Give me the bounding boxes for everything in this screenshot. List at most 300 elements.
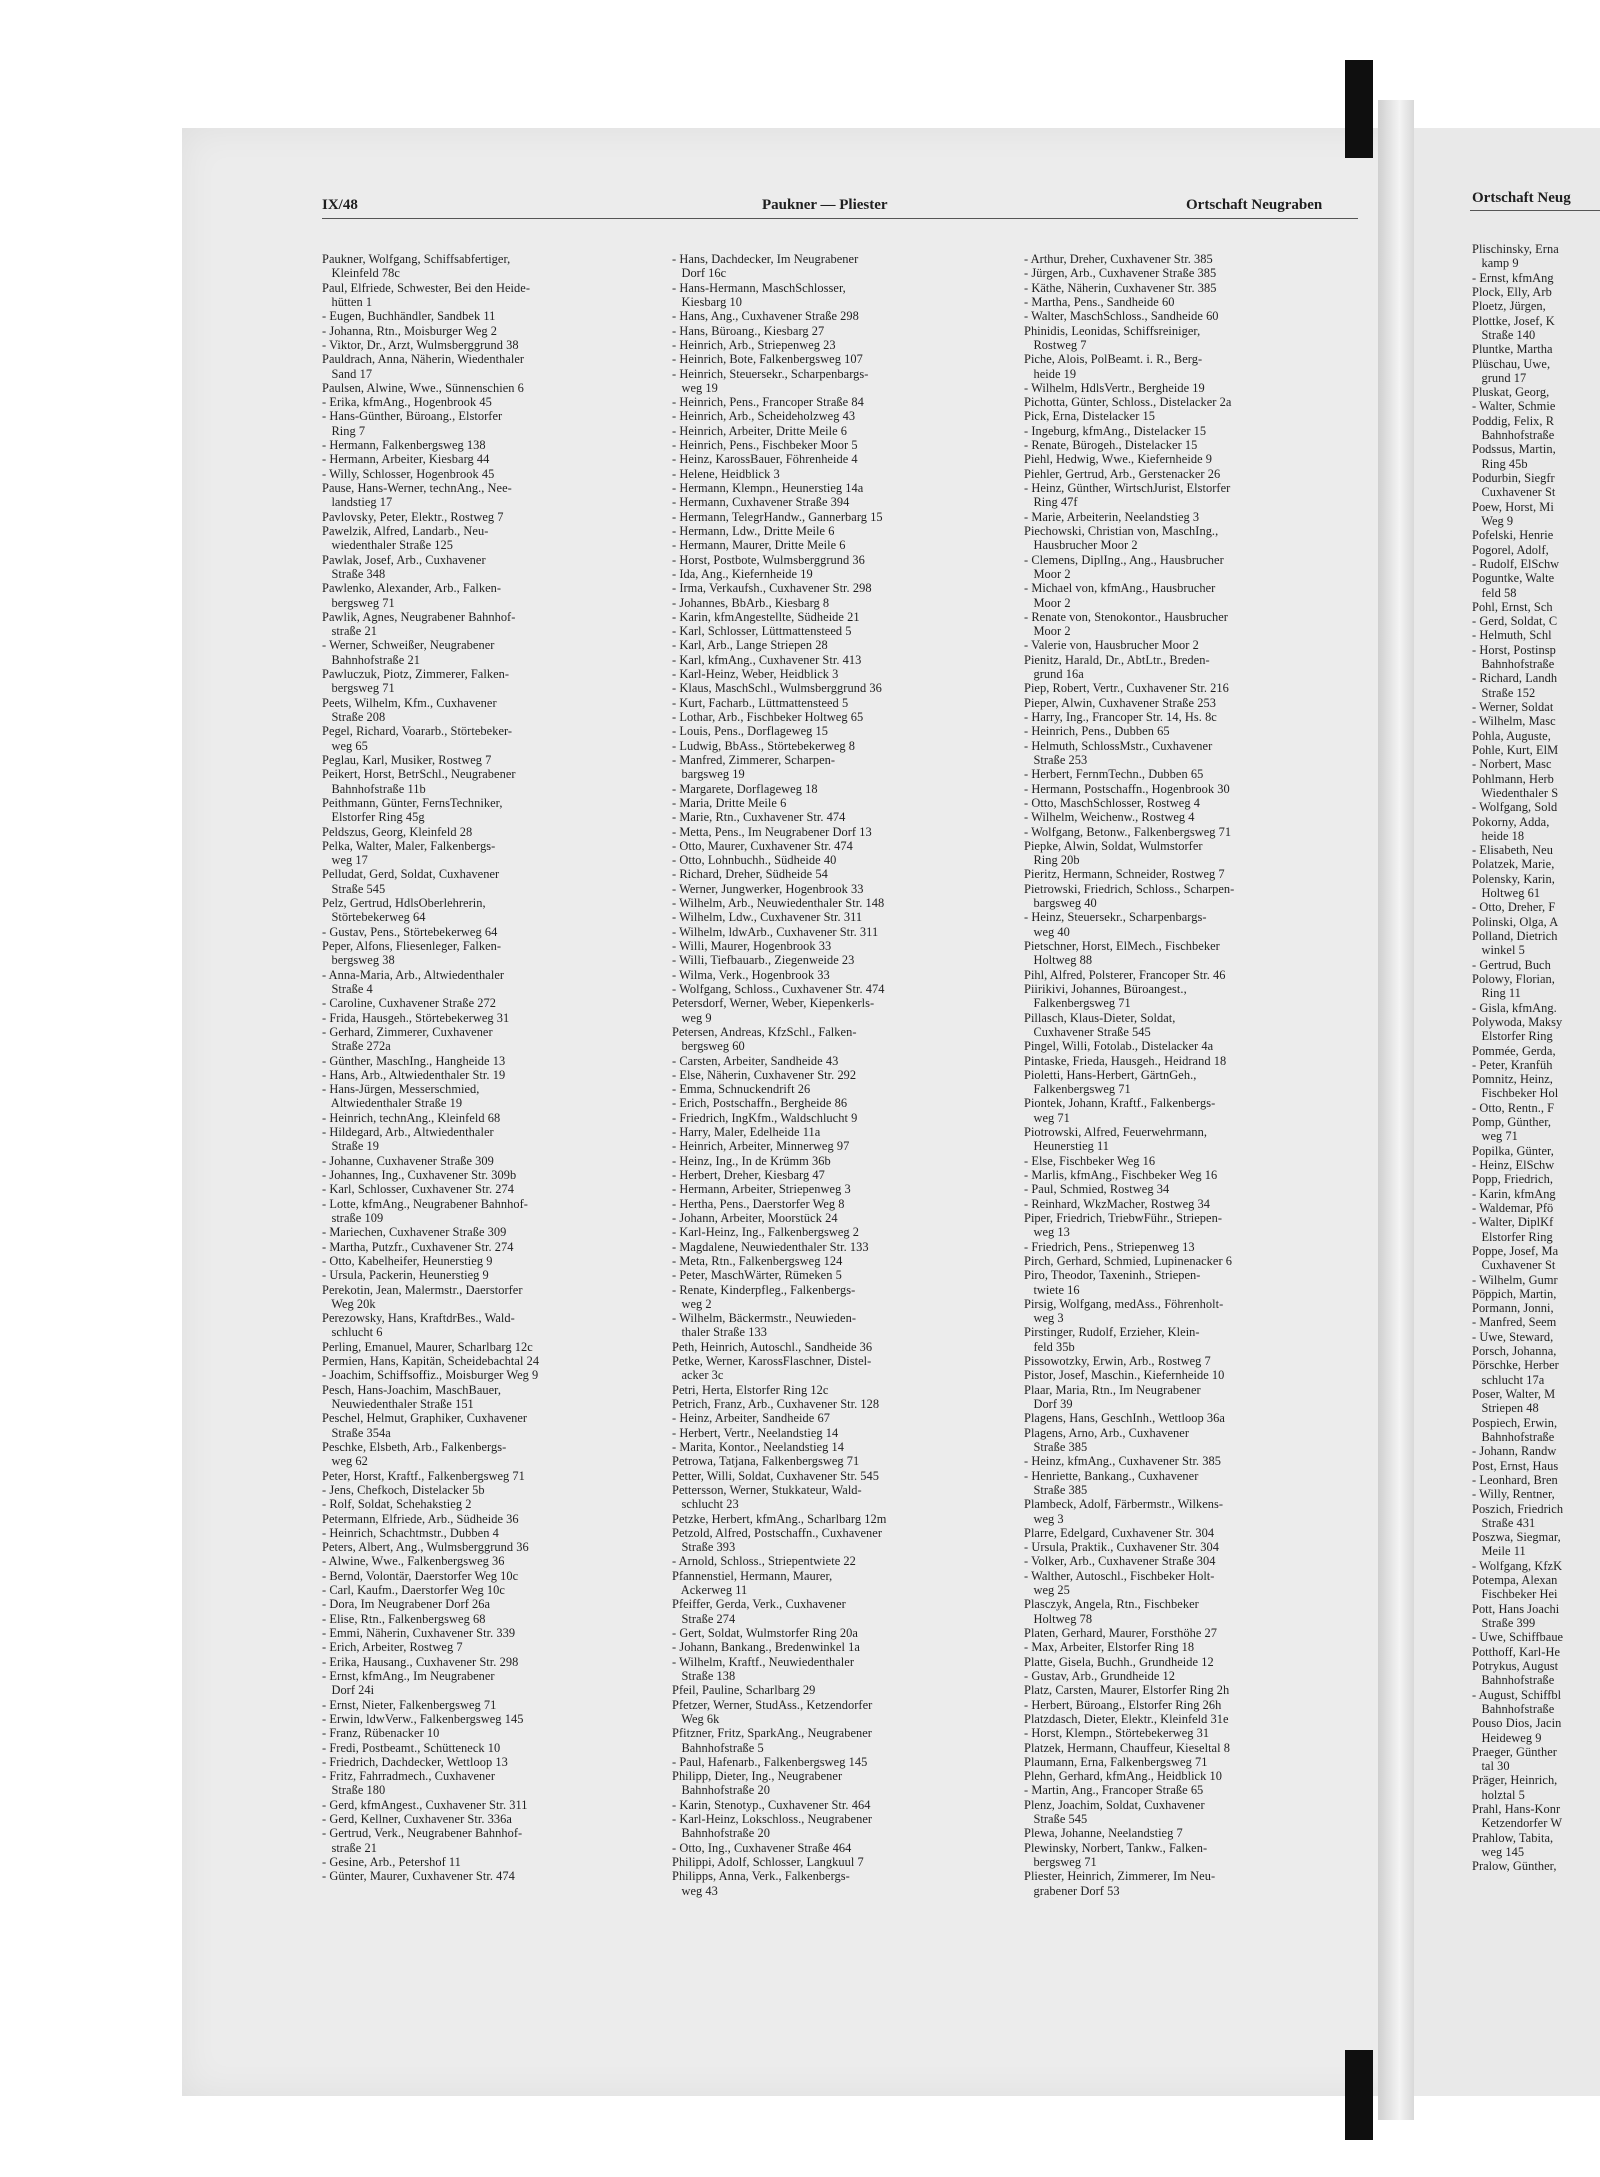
directory-entry-line: Pichotta, Günter, Schloss., Distelacker 2a (1024, 395, 1232, 410)
directory-entry-line: Pawlik, Agnes, Neugrabener Bahnhof- (322, 609, 516, 624)
directory-entry-line: - Johanna, Rtn., Moisburger Weg 2 (322, 323, 498, 338)
directory-entry-line: Neuwiedenthaler Straße 151 (322, 1397, 474, 1411)
directory-entry-line: Pettersson, Werner, Stukkateur, Wald- (672, 1482, 862, 1497)
directory-entry-line: Straße 19 (322, 1139, 380, 1154)
directory-entry-line: Bahnhofstraße 21 (322, 652, 420, 667)
directory-entry-line: Pegel, Richard, Voararb., Störtebeker- (322, 724, 513, 739)
directory-entry-line: Platz, Carsten, Maurer, Elstorfer Ring 2h (1024, 1683, 1230, 1698)
directory-entry-line: Pingel, Willi, Fotolab., Distelacker 4a (1024, 1039, 1214, 1054)
directory-entry-line: - Irma, Verkaufsh., Cuxhavener Str. 298 (672, 581, 872, 596)
directory-entry-line: Peth, Heinrich, Autoschl., Sandheide 36 (672, 1339, 873, 1354)
directory-entry-line: Piechowski, Christian von, MaschIng., (1024, 523, 1219, 538)
directory-column-3 (1024, 252, 1359, 1898)
directory-entry-line: - Hans, Büroang., Kiesbarg 27 (672, 323, 825, 338)
directory-entry-line: Straße 431 (1472, 1515, 1536, 1530)
directory-entry-line: Straße 4 (322, 981, 373, 996)
directory-entry-line: bergsweg 71 (1024, 1855, 1097, 1869)
directory-entry-line: Piontek, Johann, Kraftf., Falkenbergs- (1024, 1096, 1216, 1111)
directory-entry-line: - Hermann, Cuxhavener Straße 394 (672, 495, 850, 510)
directory-entry-line: Pawlak, Josef, Arb., Cuxhavener (322, 552, 486, 567)
directory-entry-line: - Wilhelm, Masc (1472, 714, 1556, 729)
directory-entry-line: Poszwa, Siegmar, (1472, 1530, 1561, 1545)
directory-entry-line: - Wilhelm, Gumr (1472, 1272, 1558, 1287)
directory-entry-line: Platzek, Hermann, Chauffeur, Kieseltal 8 (1024, 1740, 1230, 1755)
directory-entry-line: - Hermann, Arbeiter, Striepenweg 3 (672, 1182, 851, 1197)
directory-entry-line: Elstorfer Ring (1472, 1229, 1553, 1244)
directory-entry-line: - Horst, Postinsp (1472, 642, 1556, 657)
directory-entry-line: Podssus, Martin, (1472, 442, 1556, 457)
directory-entry-line: - Lotte, kfmAng., Neugrabener Bahnhof- (322, 1196, 528, 1211)
directory-entry-line: - Fredi, Postbeamt., Schütteneck 10 (322, 1740, 501, 1755)
directory-entry-line: - Ida, Ang., Kiefernheide 19 (672, 566, 813, 581)
directory-entry-line: - Anna-Maria, Arb., Altwiedenthaler (322, 967, 505, 982)
directory-entry-line: Polland, Dietrich (1472, 929, 1558, 943)
directory-entry-line: - Arnold, Schloss., Striepentwiete 22 (672, 1554, 856, 1569)
directory-entry-line: - Clemens, DiplIng., Ang., Hausbrucher (1024, 552, 1224, 567)
directory-entry-line: - Hermann, Maurer, Dritte Meile 6 (672, 538, 846, 553)
directory-entry-line: twiete 16 (1024, 1282, 1080, 1297)
directory-entry-line: grund 16a (1024, 667, 1084, 682)
directory-entry-line: Ackerweg 11 (672, 1583, 748, 1598)
directory-entry-line: - Ludwig, BbAss., Störtebekerweg 8 (672, 738, 856, 753)
directory-entry-line: - Gisla, kfmAng. (1472, 1000, 1557, 1015)
directory-entry-line: Moor 2 (1024, 595, 1071, 610)
directory-entry-line: - Wilhelm, Arb., Neuwiedenthaler Str. 148 (672, 896, 885, 911)
directory-column-next-page (1472, 242, 1600, 1874)
directory-entry-line: Pommée, Gerda, (1472, 1043, 1556, 1058)
directory-entry-line: - Heinz, Steuersekr., Scharpenbargs- (1024, 910, 1207, 925)
directory-entry-line: straße 109 (322, 1210, 384, 1225)
directory-entry-line: - Hermann, Arbeiter, Kiesbarg 44 (322, 452, 490, 467)
directory-entry-line: - Heinrich, Schachtmstr., Dubben 4 (322, 1525, 499, 1540)
directory-entry-line: Paukner, Wolfgang, Schiffsabfertiger, (322, 252, 511, 266)
directory-entry-line: - Heinz, kfmAng., Cuxhavener Str. 385 (1024, 1454, 1221, 1469)
binding-clip-bottom (1345, 2050, 1373, 2140)
directory-entry-line: Pauldrach, Anna, Näherin, Wiedenthaler (322, 352, 525, 367)
directory-entry-line: Pomp, Günther, (1472, 1115, 1552, 1130)
directory-entry-line: Poser, Walter, M (1472, 1387, 1556, 1401)
directory-entry-line: Ring 20b (1024, 853, 1080, 868)
directory-entry-line: bergsweg 71 (322, 595, 395, 610)
directory-entry-line: - Harry, Ing., Francoper Str. 14, Hs. 8c (1024, 710, 1217, 724)
directory-entry-line: Polinski, Olga, A (1472, 914, 1559, 929)
directory-entry-line: - Eugen, Buchhändler, Sandbek 11 (322, 309, 496, 324)
directory-entry-line: - Heinrich, Arbeiter, Minnerweg 97 (672, 1139, 850, 1154)
directory-entry-line: Petrowa, Tatjana, Falkenbergsweg 71 (672, 1454, 860, 1469)
directory-entry-line: - Leonhard, Bren (1472, 1472, 1558, 1487)
directory-entry-line: - Magdalene, Neuwiedenthaler Str. 133 (672, 1239, 869, 1254)
directory-entry-line: Holtweg 88 (1024, 953, 1093, 968)
directory-entry-line: - Bernd, Volontär, Daerstorfer Weg 10c (322, 1568, 519, 1583)
directory-entry-line: Straße 140 (1472, 327, 1536, 342)
locality-heading: Ortschaft Neugraben (1186, 197, 1323, 213)
directory-entry-line: Platen, Gerhard, Maurer, Forsthöhe 27 (1024, 1626, 1218, 1640)
directory-column-1 (322, 252, 657, 1884)
directory-entry-line: - Otto, Ing., Cuxhavener Straße 464 (672, 1840, 852, 1855)
directory-entry-line: weg 19 (672, 380, 718, 395)
directory-entry-line: weg 71 (1024, 1110, 1070, 1125)
directory-entry-line: Pelludat, Gerd, Soldat, Cuxhavener (322, 867, 500, 882)
directory-entry-line: Plambeck, Adolf, Färbermstr., Wilkens- (1024, 1497, 1224, 1512)
directory-entry-line: - Karl, kfmAng., Cuxhavener Str. 413 (672, 652, 862, 667)
directory-entry-line: - Friedrich, IngKfm., Waldschlucht 9 (672, 1110, 858, 1125)
directory-entry-line: Bahnhofstraße 20 (672, 1783, 770, 1798)
directory-entry-line: - Marie, Arbeiterin, Neelandstieg 3 (1024, 509, 1200, 524)
directory-entry-line: - Horst, Postbote, Wulmsberggrund 36 (672, 552, 865, 567)
directory-entry-line: - Harry, Maler, Edelheide 11a (672, 1125, 821, 1140)
book-gutter (1378, 100, 1414, 2120)
directory-entry-line: - Volker, Arb., Cuxhavener Straße 304 (1024, 1554, 1216, 1569)
directory-entry-line: Poguntke, Walte (1472, 571, 1555, 586)
directory-entry-line: - Hermann, TelegrHandw., Gannerbarg 15 (672, 509, 883, 524)
directory-entry-line: - Ernst, kfmAng., Im Neugrabener (322, 1668, 495, 1683)
directory-entry-line: Peldszus, Georg, Kleinfeld 28 (322, 824, 473, 839)
directory-entry-line: Petri, Herta, Elstorfer Ring 12c (672, 1382, 829, 1397)
directory-entry-line: - Erwin, ldwVerw., Falkenbergsweg 145 (322, 1711, 524, 1726)
directory-entry-line: Ring 11 (1472, 986, 1521, 1001)
directory-entry-line: - Karin, kfmAng (1472, 1186, 1556, 1201)
directory-entry-line: Fischbeker Hei (1472, 1587, 1558, 1602)
directory-entry-line: Plaar, Maria, Rtn., Im Neugrabener (1024, 1382, 1201, 1397)
directory-entry-line: - Richard, Landh (1472, 671, 1558, 686)
directory-entry-line: Poppe, Josef, Ma (1472, 1243, 1559, 1258)
directory-column-2 (672, 252, 1007, 1898)
directory-entry-line: Altwiedenthaler Straße 19 (322, 1096, 463, 1111)
directory-entry-line: - Heinrich, Arbeiter, Dritte Meile 6 (672, 423, 848, 438)
directory-entry-line: Straße 348 (322, 566, 386, 581)
directory-entry-line: Dorf 16c (672, 266, 727, 281)
directory-entry-line: - Fritz, Fahrradmech., Cuxhavener (322, 1769, 495, 1784)
directory-entry-line: - Hans-Jürgen, Messerschmied, (322, 1082, 480, 1097)
directory-entry-line: weg 17 (322, 853, 368, 868)
directory-entry-line: - Kurt, Facharb., Lüttmattensteed 5 (672, 695, 849, 710)
directory-entry-line: weg 43 (672, 1883, 718, 1898)
directory-entry-line: - Frida, Hausgeh., Störtebekerweg 31 (322, 1010, 510, 1025)
directory-entry-line: schlucht 17a (1472, 1372, 1545, 1387)
directory-entry-line: - Emmi, Näherin, Cuxhavener Str. 339 (322, 1626, 516, 1640)
directory-entry-line: Pissowotzky, Erwin, Arb., Rostweg 7 (1024, 1354, 1211, 1369)
directory-entry-line: - Otto, MaschSchlosser, Rostweg 4 (1024, 795, 1200, 810)
directory-entry-line: - Valerie von, Hausbrucher Moor 2 (1024, 638, 1199, 653)
directory-entry-line: - Karl-Heinz, Ing., Falkenbergsweg 2 (672, 1225, 860, 1240)
directory-entry-line: - Waldemar, Pfö (1472, 1200, 1554, 1215)
page-title: Paukner — Pliester (762, 197, 888, 213)
directory-entry-line: - Willi, Tiefbauarb., Ziegenweide 23 (672, 953, 855, 968)
directory-entry-line: Polatzek, Marie, (1472, 857, 1555, 872)
directory-entry-line: Pistor, Josef, Maschin., Kiefernheide 10 (1024, 1368, 1225, 1383)
directory-entry-line: - Alwine, Wwe., Falkenbergsweg 36 (322, 1554, 505, 1569)
directory-entry-line: - Ursula, Packerin, Heunerstieg 9 (322, 1268, 489, 1283)
directory-entry-line: - Gerd, Soldat, C (1472, 614, 1558, 629)
directory-entry-line: Pomnitz, Heinz, (1472, 1072, 1553, 1087)
directory-entry-line: - Dora, Im Neugrabener Dorf 26a (322, 1597, 491, 1612)
directory-entry-line: - Heinrich, Steuersekr., Scharpenbargs- (672, 366, 869, 381)
directory-entry-line: bergsweg 38 (322, 953, 395, 968)
directory-entry-line: Pospiech, Erwin, (1472, 1415, 1558, 1430)
directory-entry-line: - Otto, Rentn., F (1472, 1100, 1555, 1115)
directory-entry-line: Praeger, Günther (1472, 1744, 1557, 1759)
directory-entry-line: - Karl-Heinz, Lokschloss., Neugrabener (672, 1812, 873, 1827)
directory-entry-line: - Wilma, Verk., Hogenbrook 33 (672, 967, 830, 982)
directory-entry-line: - Wilhelm, Kraftf., Neuwiedenthaler (672, 1654, 854, 1669)
directory-entry-line: Polensky, Karin, (1472, 871, 1555, 886)
directory-entry-line: Philipp, Dieter, Ing., Neugrabener (672, 1769, 843, 1784)
directory-entry-line: bargsweg 19 (672, 767, 745, 782)
directory-entry-line: - Willy, Rentner, (1472, 1487, 1555, 1502)
directory-entry-line: - Uwe, Steward, (1472, 1329, 1554, 1344)
directory-entry-line: Pelka, Walter, Maler, Falkenbergs- (322, 838, 496, 853)
directory-entry-line: Piro, Theodor, Taxeninh., Striepen- (1024, 1268, 1201, 1283)
directory-entry-line: - Carsten, Arbeiter, Sandheide 43 (672, 1053, 839, 1068)
directory-entry-line: Sand 17 (322, 366, 373, 381)
directory-entry-line: Cuxhavener St (1472, 485, 1556, 500)
directory-entry-line: - Willy, Schlosser, Hogenbrook 45 (322, 466, 495, 481)
directory-entry-line: Bahnhofstraße (1472, 1701, 1555, 1716)
directory-entry-line: weg 62 (322, 1454, 368, 1469)
directory-entry-line: Bahnhofstraße 20 (672, 1826, 770, 1841)
directory-entry-line: Straße 545 (322, 881, 386, 896)
directory-entry-line: Pormann, Jonni, (1472, 1301, 1554, 1316)
directory-entry-line: - Günter, Maurer, Cuxhavener Str. 474 (322, 1869, 515, 1884)
directory-entry-line: - Erich, Arbeiter, Rostweg 7 (322, 1640, 463, 1655)
directory-entry-line: Ring 45b (1472, 456, 1528, 471)
directory-entry-line: Piehler, Gertrud, Arb., Gerstenacker 26 (1024, 466, 1221, 481)
directory-entry-line: Striepen 48 (1472, 1401, 1539, 1416)
directory-entry-line: - Uwe, Schiffbaue (1472, 1630, 1564, 1645)
directory-entry-line: - Walther, Autoschl., Fischbeker Holt- (1024, 1568, 1215, 1583)
directory-entry-line: Straße 272a (322, 1039, 391, 1054)
directory-entry-line: Ploetz, Jürgen, (1472, 299, 1549, 314)
directory-entry-line: - Gertrud, Verk., Neugrabener Bahnhof- (322, 1826, 523, 1841)
directory-entry-line: Plock, Elly, Arb (1472, 284, 1552, 299)
directory-entry-line: Pohle, Kurt, ElM (1472, 742, 1559, 757)
directory-entry-line: - Gerhard, Zimmerer, Cuxhavener (322, 1024, 493, 1039)
directory-entry-line: - Norbert, Masc (1472, 757, 1552, 772)
directory-entry-line: weg 3 (1024, 1311, 1064, 1326)
directory-entry-line: - Karl, Schlosser, Lüttmattensteed 5 (672, 624, 852, 639)
directory-entry-line: - Werner, Schweißer, Neugrabener (322, 638, 495, 653)
directory-entry-line: Plaumann, Erna, Falkenbergsweg 71 (1024, 1754, 1208, 1769)
directory-entry-line: - Wolfgang, Betonw., Falkenbergsweg 71 (1024, 824, 1232, 839)
directory-entry-line: - Erika, kfmAng., Hogenbrook 45 (322, 395, 492, 410)
directory-entry-line: grabener Dorf 53 (1024, 1883, 1120, 1898)
directory-entry-line: - Marie, Rtn., Cuxhavener Str. 474 (672, 810, 846, 825)
directory-entry-line: - Wilhelm, Ldw., Cuxhavener Str. 311 (672, 910, 863, 925)
directory-entry-line: - Joachim, Schiffsoffiz., Moisburger Weg 9 (322, 1368, 539, 1383)
directory-entry-line: - Louis, Pens., Dorflageweg 15 (672, 724, 829, 739)
directory-entry-line: Pause, Hans-Werner, technAng., Nee- (322, 481, 512, 495)
directory-entry-line: - Maria, Dritte Meile 6 (672, 795, 787, 810)
directory-entry-line: Popilka, Günter, (1472, 1143, 1554, 1158)
directory-entry-line: weg 71 (1472, 1129, 1518, 1144)
directory-entry-line: - Wolfgang, KfzK (1472, 1558, 1563, 1573)
directory-entry-line: Pietschner, Horst, ElMech., Fischbeker (1024, 939, 1220, 953)
directory-entry-line: - Renate von, Stenokontor., Hausbrucher (1024, 609, 1228, 624)
directory-entry-line: - Heinz, ElSchw (1472, 1158, 1555, 1172)
directory-entry-line: - Elise, Rtn., Falkenbergsweg 68 (322, 1611, 486, 1626)
directory-entry-line: Pavlovsky, Peter, Elektr., Rostweg 7 (322, 509, 504, 524)
directory-entry-line: - Peter, Kranfüh (1472, 1057, 1553, 1072)
directory-entry-line: Pogorel, Adolf, (1472, 542, 1552, 557)
directory-entry-line: Prahlow, Tabita, (1472, 1830, 1554, 1845)
directory-entry-line: Piepke, Alwin, Soldat, Wulmstorfer (1024, 838, 1203, 853)
directory-entry-line: Petzold, Alfred, Postschaffn., Cuxhavener (672, 1525, 883, 1540)
directory-entry-line: Pohlmann, Herb (1472, 771, 1554, 786)
directory-entry-line: - Hans, Dachdecker, Im Neugrabener (672, 252, 859, 266)
directory-entry-line: - Ernst, Nieter, Falkenbergsweg 71 (322, 1697, 497, 1712)
directory-entry-line: weg 65 (322, 738, 368, 753)
directory-entry-line: Peglau, Karl, Musiker, Rostweg 7 (322, 752, 492, 767)
directory-entry-line: - Hertha, Pens., Daerstorfer Weg 8 (672, 1196, 845, 1211)
directory-entry-line: Bahnhofstraße 5 (672, 1740, 764, 1755)
directory-entry-line: Fischbeker Hol (1472, 1086, 1559, 1101)
directory-entry-line: Phinidis, Leonidas, Schiffsreiniger, (1024, 323, 1201, 338)
directory-entry-line: Polywoda, Maksy (1472, 1014, 1563, 1029)
directory-entry-line: Pieritz, Hermann, Schneider, Rostweg 7 (1024, 867, 1225, 882)
directory-entry-line: Peets, Wilhelm, Kfm., Cuxhavener (322, 695, 497, 710)
directory-entry-line: Plarre, Edelgard, Cuxhavener Str. 304 (1024, 1525, 1215, 1540)
directory-entry-line: Petter, Willi, Soldat, Cuxhavener Str. 545 (672, 1468, 880, 1483)
directory-entry-line: Pesch, Hans-Joachim, MaschBauer, (322, 1382, 502, 1397)
directory-entry-line: - Johann, Arbeiter, Moorstück 24 (672, 1210, 838, 1225)
directory-entry-line: weg 2 (672, 1296, 712, 1311)
directory-entry-line: - Wolfgang, Sold (1472, 800, 1558, 815)
directory-entry-line: - Otto, Dreher, F (1472, 900, 1556, 915)
directory-entry-line: heide 18 (1472, 828, 1525, 843)
directory-entry-line: Pofelski, Henrie (1472, 528, 1554, 543)
directory-entry-line: Meile 11 (1472, 1544, 1526, 1559)
directory-entry-line: hütten 1 (322, 294, 373, 309)
directory-entry-line: heide 19 (1024, 366, 1077, 381)
directory-entry-line: Rostweg 7 (1024, 337, 1087, 352)
directory-entry-line: Pawelzik, Alfred, Landarb., Neu- (322, 523, 489, 538)
directory-entry-line: Präger, Heinrich, (1472, 1773, 1558, 1788)
directory-entry-line: - Ursula, Praktik., Cuxhavener Str. 304 (1024, 1540, 1220, 1555)
directory-entry-line: - Johann, Randw (1472, 1444, 1557, 1459)
directory-entry-line: kamp 9 (1472, 256, 1519, 271)
directory-entry-line: Hausbrucher Moor 2 (1024, 538, 1138, 553)
binding-clip-top (1345, 60, 1373, 158)
header-rule (322, 218, 1358, 219)
directory-entry-line: Bahnhofstraße 11b (322, 781, 426, 796)
directory-entry-line: - Gustav, Pens., Störtebekerweg 64 (322, 924, 498, 939)
directory-entry-line: Piper, Friedrich, TriebwFühr., Striepen- (1024, 1210, 1223, 1225)
directory-entry-line: tal 30 (1472, 1759, 1510, 1774)
directory-entry-line: - Carl, Kaufm., Daerstorfer Weg 10c (322, 1583, 505, 1598)
directory-entry-line: Pillasch, Klaus-Dieter, Soldat, (1024, 1010, 1176, 1025)
directory-entry-line: - Rolf, Soldat, Schehakstieg 2 (322, 1497, 472, 1512)
directory-entry-line: - Henriette, Bankang., Cuxhavener (1024, 1468, 1199, 1483)
directory-entry-line: Petermann, Elfriede, Arb., Südheide 36 (322, 1511, 519, 1526)
directory-entry-line: Petersdorf, Werner, Weber, Kiepenkerls- (672, 996, 875, 1011)
directory-entry-line: Ring 47f (1024, 495, 1078, 510)
directory-entry-line: - Manfred, Zimmerer, Scharpen- (672, 752, 836, 767)
directory-entry-line: - Peter, MaschWärter, Rümeken 5 (672, 1268, 842, 1283)
directory-entry-line: - Heinrich, technAng., Kleinfeld 68 (322, 1110, 501, 1125)
directory-entry-line: Bahnhofstraße (1472, 1673, 1555, 1688)
directory-entry-line: - Hermann, Falkenbergsweg 138 (322, 438, 486, 453)
directory-entry-line: Piep, Robert, Vertr., Cuxhavener Str. 216 (1024, 681, 1229, 696)
directory-entry-line: - Werner, Jungwerker, Hogenbrook 33 (672, 881, 864, 896)
directory-entry-line: - Otto, Kabelheifer, Heunerstieg 9 (322, 1253, 493, 1268)
directory-entry-line: schlucht 6 (322, 1325, 383, 1340)
directory-entry-line: feld 35b (1024, 1339, 1075, 1354)
directory-entry-line: Kiesbarg 10 (672, 294, 742, 309)
directory-entry-line: Potthoff, Karl-He (1472, 1644, 1561, 1659)
directory-entry-line: Heunerstieg 11 (1024, 1139, 1110, 1154)
directory-entry-line: Bahnhofstraße (1472, 1429, 1555, 1444)
directory-entry-line: - Erika, Hausang., Cuxhavener Str. 298 (322, 1654, 519, 1669)
directory-entry-line: Weg 9 (1472, 513, 1514, 528)
directory-entry-line: - Michael von, kfmAng., Hausbrucher (1024, 581, 1216, 596)
directory-entry-line: - Franz, Rübenacker 10 (322, 1726, 440, 1741)
directory-entry-line: bergsweg 71 (322, 681, 395, 696)
directory-entry-line: - Klaus, MaschSchl., Wulmsberggrund 36 (672, 681, 882, 696)
directory-entry-line: - Caroline, Cuxhavener Straße 272 (322, 996, 497, 1011)
directory-entry-line: - Walter, MaschSchloss., Sandheide 60 (1024, 309, 1219, 324)
directory-entry-line: - Karl, Schlosser, Cuxhavener Str. 274 (322, 1182, 515, 1197)
directory-entry-line: Heideweg 9 (1472, 1730, 1542, 1745)
directory-entry-line: Permien, Hans, Kapitän, Scheidebachtal 24 (322, 1354, 540, 1369)
directory-entry-line: Falkenbergsweg 71 (1024, 1082, 1131, 1097)
directory-entry-line: - Werner, Soldat (1472, 700, 1554, 714)
directory-entry-line: weg 3 (1024, 1511, 1064, 1526)
directory-entry-line: Pelz, Gertrud, HdlsOberlehrerin, (322, 896, 486, 911)
directory-entry-line: Platzdasch, Dieter, Elektr., Kleinfeld 31e (1024, 1711, 1229, 1726)
next-page-locality-heading: Ortschaft Neug (1472, 190, 1571, 206)
directory-entry-line: Bahnhofstraße (1472, 428, 1555, 443)
directory-entry-line: - Johanne, Cuxhavener Straße 309 (322, 1153, 494, 1168)
directory-entry-line: Straße 152 (1472, 685, 1536, 700)
directory-entry-line: Straße 393 (672, 1540, 736, 1555)
directory-entry-line: - Käthe, Näherin, Cuxhavener Str. 385 (1024, 280, 1217, 295)
directory-entry-line: Popp, Friedrich, (1472, 1172, 1553, 1187)
directory-entry-line: grund 17 (1472, 370, 1527, 385)
directory-entry-line: - Jürgen, Arb., Cuxhavener Straße 385 (1024, 266, 1217, 281)
directory-entry-line: Pintaske, Frieda, Hausgeh., Heidrand 18 (1024, 1053, 1227, 1068)
directory-entry-line: - Gerd, kfmAngest., Cuxhavener Str. 311 (322, 1797, 528, 1812)
directory-entry-line: Pawluczuk, Piotz, Zimmerer, Falken- (322, 667, 510, 682)
directory-entry-line: winkel 5 (1472, 943, 1525, 958)
directory-entry-line: Straße 354a (322, 1425, 391, 1440)
directory-entry-line: Piche, Alois, PolBeamt. i. R., Berg- (1024, 352, 1203, 367)
directory-entry-line: - Metta, Pens., Im Neugrabener Dorf 13 (672, 824, 872, 839)
directory-entry-line: - Heinz, Arbeiter, Sandheide 67 (672, 1411, 830, 1426)
directory-entry-line: Plagens, Arno, Arb., Cuxhavener (1024, 1425, 1190, 1440)
directory-entry-line: Bahnhofstraße (1472, 657, 1555, 672)
directory-entry-line: Prahl, Hans-Konr (1472, 1802, 1561, 1817)
directory-entry-line: Ring 7 (322, 423, 366, 438)
directory-entry-line: Straße 253 (1024, 752, 1088, 767)
directory-entry-line: Elstorfer Ring 45g (322, 810, 425, 825)
directory-entry-line: Pirch, Gerhard, Schmied, Lupinenacker 6 (1024, 1253, 1233, 1268)
directory-entry-line: - Herbert, Büroang., Elstorfer Ring 26h (1024, 1697, 1222, 1712)
directory-entry-line: - Lothar, Arb., Fischbeker Holtweg 65 (672, 710, 864, 724)
directory-entry-line: - Martha, Pens., Sandheide 60 (1024, 294, 1175, 309)
directory-entry-line: Plehn, Gerhard, kfmAng., Heidblick 10 (1024, 1769, 1222, 1784)
directory-entry-line: - Helene, Heidblick 3 (672, 466, 780, 481)
directory-entry-line: - Walter, Schmie (1472, 399, 1556, 414)
directory-entry-line: - Gerd, Kellner, Cuxhavener Str. 336a (322, 1812, 512, 1827)
directory-entry-line: - Paul, Schmied, Rostweg 34 (1024, 1182, 1170, 1197)
directory-entry-line: Pienitz, Harald, Dr., AbtLtr., Breden- (1024, 652, 1210, 667)
directory-entry-line: Peschel, Helmut, Graphiker, Cuxhavener (322, 1411, 528, 1426)
directory-entry-line: - Wilhelm, HdlsVertr., Bergheide 19 (1024, 380, 1205, 395)
page-number: IX/48 (322, 197, 358, 213)
directory-entry-line: - Horst, Klempn., Störtebekerweg 31 (1024, 1726, 1210, 1741)
directory-entry-line: - Friedrich, Dachdecker, Wettloop 13 (322, 1754, 508, 1769)
directory-entry-line: Plischinsky, Erna (1472, 242, 1559, 256)
